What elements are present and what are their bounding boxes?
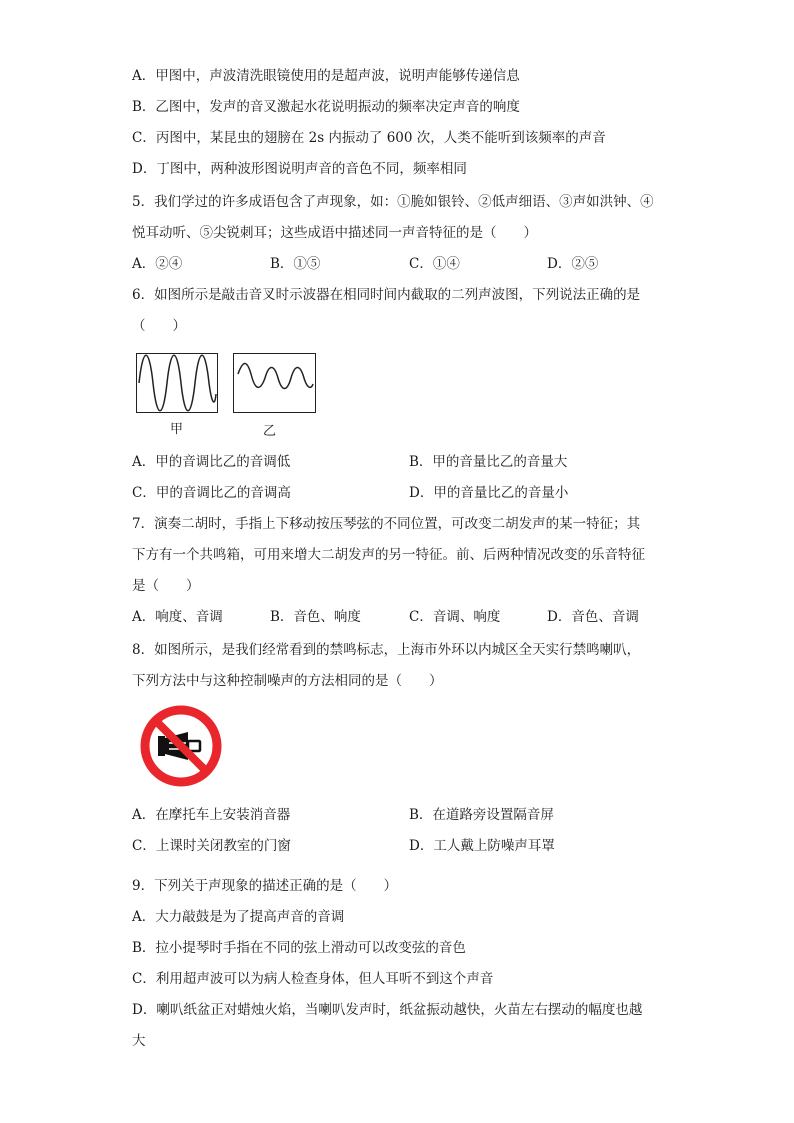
q8-option-c[interactable]: C．上课时关闭教室的门窗: [132, 838, 291, 854]
q7-option-c[interactable]: C．音调、响度: [409, 609, 501, 625]
q7-option-a[interactable]: A．响度、音调: [132, 609, 223, 625]
q4-option-a[interactable]: A．甲图中，声波清洗眼镜使用的是超声波，说明声能够传递信息: [132, 68, 520, 84]
q7-stem-line1: 7．演奏二胡时，手指上下移动按压琴弦的不同位置，可改变二胡发声的某一特征；其: [132, 516, 641, 532]
q5-option-d[interactable]: D．②⑤: [547, 256, 599, 272]
q4-option-c[interactable]: C．丙图中，某昆虫的翅膀在 2s 内振动了 600 次，人类不能听到该频率的声音: [132, 130, 606, 146]
q6-option-a[interactable]: A．甲的音调比乙的音调低: [132, 454, 291, 470]
q9-option-a[interactable]: A．大力敲鼓是为了提高声音的音调: [132, 909, 345, 925]
q7-stem-line3: 是（ ）: [132, 578, 200, 594]
waveform-right: [233, 353, 316, 413]
q7-option-d[interactable]: D．音色、音调: [547, 609, 639, 625]
waveform-right-curve: [234, 354, 315, 412]
waveform-left: [136, 353, 218, 413]
waveform-left-curve: [137, 354, 217, 412]
q8-stem-line1: 8．如图所示，是我们经常看到的禁鸣标志，上海市外环以内城区全天实行禁鸣喇叭，: [132, 642, 641, 658]
q6-stem-line2: （ ）: [132, 318, 186, 334]
q6-stem-line1: 6．如图所示是敲击音叉时示波器在相同时间内截取的二列声波图，下列说法正确的是: [132, 287, 641, 303]
q8-option-a[interactable]: A．在摩托车上安装消音器: [132, 807, 291, 823]
q5-option-c[interactable]: C．①④: [409, 256, 460, 272]
q9-option-d-line2[interactable]: 大: [132, 1033, 146, 1049]
q7-stem-line2: 下方有一个共鸣箱，可用来增大二胡发声的另一特征。前、后两种情况改变的乐音特征: [132, 547, 645, 563]
q6-option-b[interactable]: B．甲的音量比乙的音量大: [409, 454, 568, 470]
q9-stem: 9．下列关于声现象的描述正确的是（ ）: [132, 878, 398, 894]
q6-option-d[interactable]: D．甲的音量比乙的音量小: [409, 485, 569, 501]
q5-option-b[interactable]: B．①⑤: [270, 256, 321, 272]
q4-option-b[interactable]: B．乙图中，发声的音叉激起水花说明振动的频率决定声音的响度: [132, 99, 520, 115]
no-horn-sign-graphic: [138, 703, 224, 789]
q6-option-c[interactable]: C．甲的音调比乙的音调高: [132, 485, 291, 501]
waveform-right-label: 乙: [263, 424, 277, 439]
waveform-left-label: 甲: [170, 422, 184, 437]
q9-option-c[interactable]: C．利用超声波可以为病人检查身体，但人耳听不到这个声音: [132, 971, 494, 987]
q5-stem-line2: 悦耳动听、⑤尖锐刺耳；这些成语中描述同一声音特征的是（ ）: [132, 225, 537, 241]
q8-option-b[interactable]: B．在道路旁设置隔音屏: [409, 807, 554, 823]
q5-option-a[interactable]: A．②④: [132, 256, 183, 272]
q8-option-d[interactable]: D．工人戴上防噪声耳罩: [409, 838, 555, 854]
q4-option-d[interactable]: D．丁图中，两种波形图说明声音的音色不同，频率相同: [132, 161, 467, 177]
no-horn-sign-icon: [138, 703, 224, 789]
q9-option-b[interactable]: B．拉小提琴时手指在不同的弦上滑动可以改变弦的音色: [132, 940, 466, 956]
q7-option-b[interactable]: B．音色、响度: [270, 609, 361, 625]
q9-option-d-line1[interactable]: D．喇叭纸盆正对蜡烛火焰，当喇叭发声时，纸盆振动越快，火苗左右摆动的幅度也越: [132, 1002, 643, 1018]
q5-stem-line1: 5．我们学过的许多成语包含了声现象，如：①脆如银铃、②低声细语、③声如洪钟、④: [132, 194, 654, 210]
q8-stem-line2: 下列方法中与这种控制噪声的方法相同的是（ ）: [132, 673, 443, 689]
